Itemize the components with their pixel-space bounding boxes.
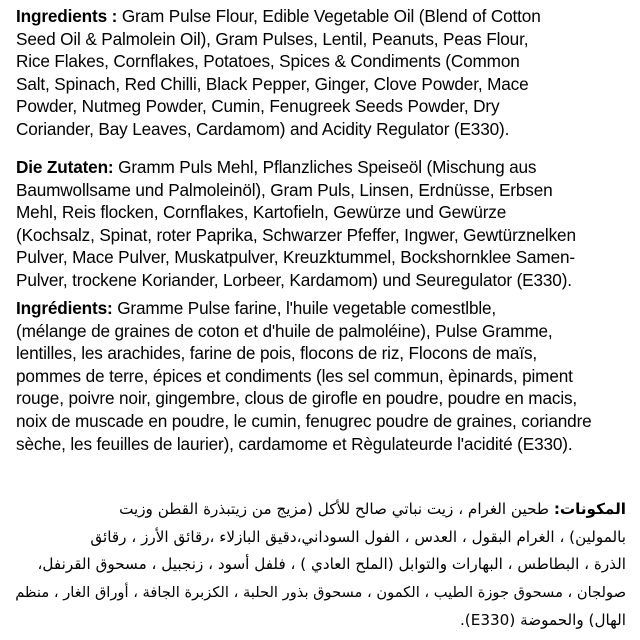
german-heading: Die Zutaten: — [16, 157, 114, 177]
arabic-line-4: صولجان ، مسحوق جوزة الطيب ، الكمون ، مسحوق بذور الحلبة ، الكزبرة الجافة ، أوراق الغار ، منظم — [15, 583, 626, 601]
arabic-heading: المكونات: — [553, 500, 626, 519]
french-line-1: Ingrédients: Gramme Pulse farine, l'huile vegetable comestlble, — [16, 298, 497, 318]
english-heading: Ingredients : — [16, 6, 118, 26]
french-line-7: sèche, les feuilles de laurier), cardamome et Règulateurde l'acidité (E330). — [16, 433, 573, 454]
english-line-4: Salt, Spinach, Red Chilli, Black Pepper, Ginger, Clove Powder, Mace — [16, 73, 529, 94]
french-line-5: rouge, poivre noir, gingembre, clous de girofle en poudre, poudre en macis, — [16, 388, 578, 409]
french-heading: Ingrédients: — [16, 298, 113, 318]
english-line-5: Powder, Nutmeg Powder, Cumin, Fenugreek Seeds Powder, Dry — [16, 96, 500, 117]
arabic-line-3: الذرة ، البطاطس ، البهارات والتوابل (الملح العادي ) ، فلفل أسود ، زنجبيل ، مسحوق القرنفل، — [37, 555, 626, 574]
french-line-4: pommes de terre, épices et condiments (les sel commun, èpinards, piment — [16, 365, 573, 386]
german-line-4: (Kochsalz, Spinat, roter Paprika, Schwarzer Pfeffer, Ingwer, Gewtürznelken — [16, 224, 576, 245]
arabic-line-2: بالمولين) ، الغرام البقول ، العدس ، الفول السوداني،دقيق البازلاء ،رقائق الأرز ، رقائق — [90, 527, 626, 546]
german-line-5: Pulver, Mace Pulver, Muskatpulver, Kreuzktummel, Bockshornklee Samen- — [16, 247, 575, 268]
german-line-1: Die Zutaten: Gramm Puls Mehl, Pflanzliches Speiseöl (Mischung aus — [16, 157, 537, 177]
arabic-line-1: المكونات: طحين الغرام ، زيت نباتي صالح للأكل (مزيج من زيتبذرة القطن وزيت — [119, 500, 626, 519]
ingredients-arabic — [12, 496, 626, 634]
german-line-2: Baumwollsame und Palmoleinöl), Gram Puls, Linsen, Erdnüsse, Erbsen — [16, 179, 553, 200]
english-line-3: Rice Flakes, Cornflakes, Potatoes, Spices & Condiments (Common — [16, 51, 520, 72]
german-line-6: Pulver, trockene Koriander, Lorbeer, Kardamom) und Seuregulator (E330). — [16, 269, 572, 290]
ingredients-english — [16, 5, 626, 141]
french-line-6: noix de muscade en poudre, le cumin, fenugrec poudre de graines, coriandre — [16, 410, 592, 431]
french-line-2: (mélange de graines de coton et d'huile de palmoléine), Pulse Gramme, — [16, 320, 553, 341]
arabic-line-5: الهال) والحموضة (E330). — [459, 610, 626, 629]
ingredients-german — [16, 156, 626, 292]
german-line-3: Mehl, Reis flocken, Cornflakes, Kartofieln, Gewürze und Gewürze — [16, 202, 507, 223]
english-line-1: Ingredients : Gram Pulse Flour, Edible Vegetable Oil (Blend of Cotton — [16, 6, 541, 26]
english-line-2: Seed Oil & Palmolein Oil), Gram Pulses, Lentil, Peanuts, Peas Flour, — [16, 28, 529, 49]
english-line-6: Coriander, Bay Leaves, Cardamom) and Acidity Regulator (E330). — [16, 118, 510, 139]
ingredients-french — [16, 297, 626, 455]
french-line-3: lentilles, les arachides, farine de pois, flocons de riz, Flocons de maïs, — [16, 343, 538, 364]
